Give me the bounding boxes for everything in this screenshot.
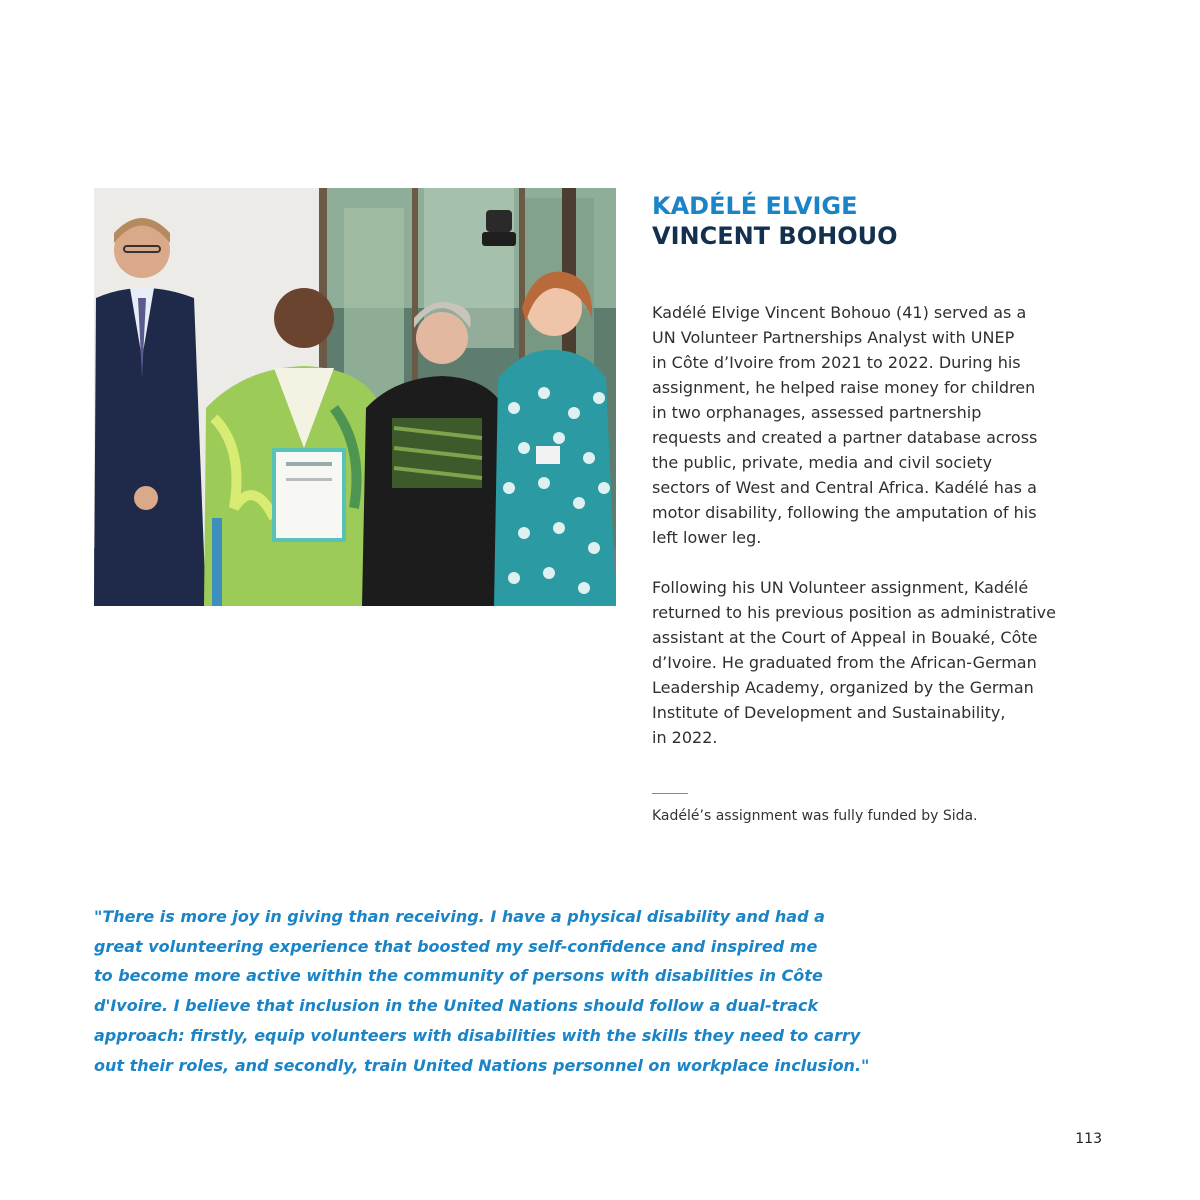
profile-name-last: VINCENT BOHOUO	[652, 222, 898, 250]
profile-bio	[652, 300, 1122, 750]
profile-name-first: KADÉLÉ ELVIGE	[652, 192, 858, 220]
award-photo-illustration	[94, 188, 616, 606]
footnote-divider	[652, 793, 688, 794]
bio-paragraph: Following his UN Volunteer assignment, Kadélé returned to his previous position as administrative assistant at the Court of Appeal in Bouaké, Côte d’Ivoire. He graduated from the African-German Leadership Academy, organized by the German Institute of Development and Sustainability, in 2022.	[652, 578, 1056, 747]
bio-paragraph: Kadélé Elvige Vincent Bohouo (41) served as a UN Volunteer Partnerships Analyst with UNEP in Côte d’Ivoire from 2021 to 2022. During his assignment, he helped raise money for children in two orphanages, assessed partnership requests and created a partner database across the public, private, media and civil society sectors of West and Central Africa. Kadélé has a motor disability, following the amputation of his left lower leg.	[652, 303, 1038, 547]
funding-note: Kadélé’s assignment was fully funded by Sida.	[652, 808, 978, 824]
pull-quote: "There is more joy in giving than receiving. I have a physical disability and had a great volunteering experience that boosted my self-confidence and inspired me to become more active within the community of persons with disabilities in Côte d'Ivoire. I believe that inclusion in the United Nations should follow a dual-track approach: firstly, equip volunteers with disabilities with the skills they need to carry out their roles, and secondly, train United Nations personnel on workplace inclusion."	[94, 907, 870, 1075]
page-number: 113	[1075, 1131, 1102, 1147]
profile-name	[652, 191, 1152, 251]
award-photo	[94, 188, 616, 606]
